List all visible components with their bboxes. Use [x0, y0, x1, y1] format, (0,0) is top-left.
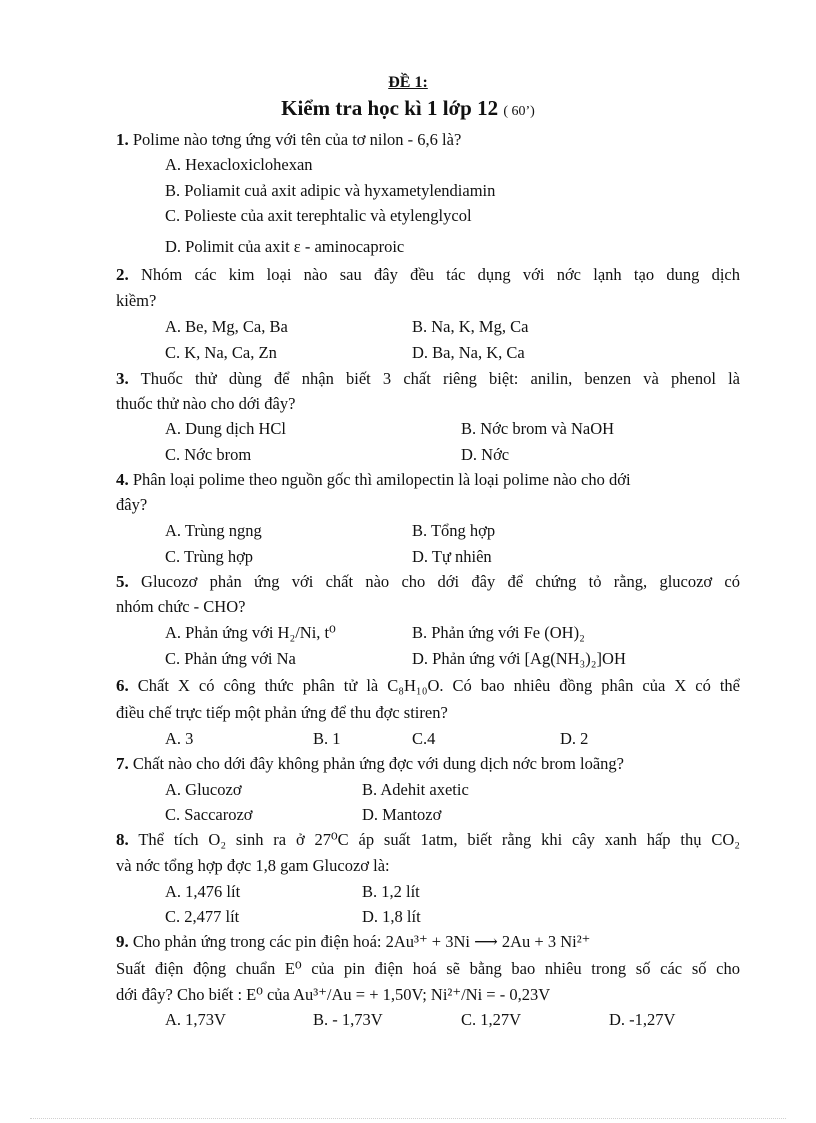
question-6 [116, 676, 740, 696]
question-text-cont: kiềm? [116, 291, 157, 310]
option: C. K, Na, Ca, Zn [165, 343, 277, 362]
question-4 [116, 470, 740, 490]
question-9 [116, 932, 740, 952]
option: D. Nớc [461, 445, 510, 464]
option: D. -1,27V [609, 1010, 676, 1029]
question-text-cont: thuốc thử nào cho dới đây? [116, 394, 296, 413]
question-text-cont: điều chế trực tiếp một phản ứng để thu đợc stiren? [116, 703, 448, 722]
question-number: 5. [116, 572, 129, 591]
option: A. 1,73V [165, 1010, 226, 1029]
option: D. Phản ứng với [Ag(NH₃)₂]OH [412, 649, 626, 668]
exam-title-text: Kiểm tra học kì 1 lớp 12 [281, 96, 499, 120]
question-text: Polime nào tơng ứng với tên của tơ nilon - 6,6 là? [132, 130, 462, 149]
question-text-cont: đây? [116, 495, 148, 514]
option: C. Trùng hợp [165, 547, 254, 566]
question-text: Chất X có công thức phân tử là C₈H₁₀O. Có bao nhiêu đồng phân của X có thể [137, 676, 740, 695]
option: D. Polimit của axit ε - aminocaproic [165, 237, 405, 256]
option: D. Ba, Na, K, Ca [412, 343, 525, 362]
exam-duration: ( 60’) [503, 104, 535, 119]
option: A. Dung dịch HCl [165, 419, 286, 438]
question-5 [116, 572, 740, 592]
exam-title [0, 96, 816, 121]
option: D. Mantozơ [362, 805, 442, 824]
option: B. Tổng hợp [412, 521, 496, 540]
option: C. Saccarozơ [165, 805, 253, 824]
option: C. Polieste của axit terephtalic và etylenglycol [165, 206, 472, 225]
option: B. 1 [313, 729, 341, 748]
option: C.4 [412, 729, 436, 748]
question-text: Chất nào cho dới đây không phản ứng đợc với dung dịch nớc brom loãng? [132, 754, 624, 773]
option: D. 1,8 lít [362, 907, 421, 926]
question-3 [116, 369, 740, 389]
question-number: 2. [116, 265, 129, 284]
option: C. Nớc brom [165, 445, 252, 464]
question-number: 6. [116, 676, 129, 695]
exam-code: ĐỀ 1: [388, 74, 428, 91]
option: B. Na, K, Mg, Ca [412, 317, 529, 336]
option: B. - 1,73V [313, 1010, 383, 1029]
question-text-cont: dới đây? Cho biết : E⁰ của Au³⁺/Au = + 1,50V; Ni²⁺/Ni = - 0,23V [116, 985, 551, 1004]
question-1 [116, 130, 740, 150]
option: A. Hexacloxiclohexan [165, 155, 313, 174]
question-text-cont: Suất điện động chuẩn E⁰ của pin điện hoá sẽ bằng bao nhiêu trong số các số cho [116, 959, 740, 978]
question-text: Cho phản ứng trong các pin điện hoá: 2Au³⁺ + 3Ni ⟶ 2Au + 3 Ni²⁺ [132, 932, 591, 951]
page-edge-divider [30, 1118, 786, 1119]
option: B. Nớc brom và NaOH [461, 419, 615, 438]
option: C. 2,477 lít [165, 907, 240, 926]
option: A. Trùng ngng [165, 521, 262, 540]
option: D. 2 [560, 729, 589, 748]
question-text: Thuốc thử dùng để nhận biết 3 chất riêng biệt: anilin, benzen và phenol là [140, 369, 741, 388]
question-2 [116, 265, 740, 285]
option: C. 1,27V [461, 1010, 522, 1029]
question-7 [116, 754, 740, 774]
question-text: Thể tích O₂ sinh ra ở 27⁰C áp suất 1atm, biết rằng khi cây xanh hấp thụ CO₂ [138, 830, 741, 849]
question-number: 3. [116, 369, 129, 388]
option: A. 1,476 lít [165, 882, 241, 901]
option: B. Adehit axetic [362, 780, 469, 799]
question-text-cont: và nớc tổng hợp đợc 1,8 gam Glucozơ là: [116, 856, 390, 875]
option: B. Phản ứng với Fe (OH)₂ [412, 623, 585, 642]
option: A. Glucozơ [165, 780, 242, 799]
option: A. Phản ứng với H₂/Ni, t⁰ [165, 623, 336, 642]
question-number: 7. [116, 754, 129, 773]
question-text: Phân loại polime theo nguồn gốc thì amilopectin là loại polime nào cho dới [132, 470, 631, 489]
question-number: 1. [116, 130, 129, 149]
option: B. 1,2 lít [362, 882, 420, 901]
option: C. Phản ứng với Na [165, 649, 296, 668]
question-8 [116, 830, 740, 850]
question-text: Glucozơ phản ứng với chất nào cho dới đây để chứng tỏ rằng, glucozơ có [141, 572, 741, 591]
option: A. 3 [165, 729, 194, 748]
question-number: 4. [116, 470, 129, 489]
question-number: 8. [116, 830, 129, 849]
option: D. Tự nhiên [412, 547, 492, 566]
question-text: Nhóm các kim loại nào sau đây đều tác dụng với nớc lạnh tạo dung dịch [141, 265, 740, 284]
option: A. Be, Mg, Ca, Ba [165, 317, 288, 336]
option: B. Poliamit cuả axit adipic và hyxametylendiamin [165, 181, 496, 200]
question-number: 9. [116, 932, 129, 951]
question-text-cont: nhóm chức - CHO? [116, 597, 246, 616]
